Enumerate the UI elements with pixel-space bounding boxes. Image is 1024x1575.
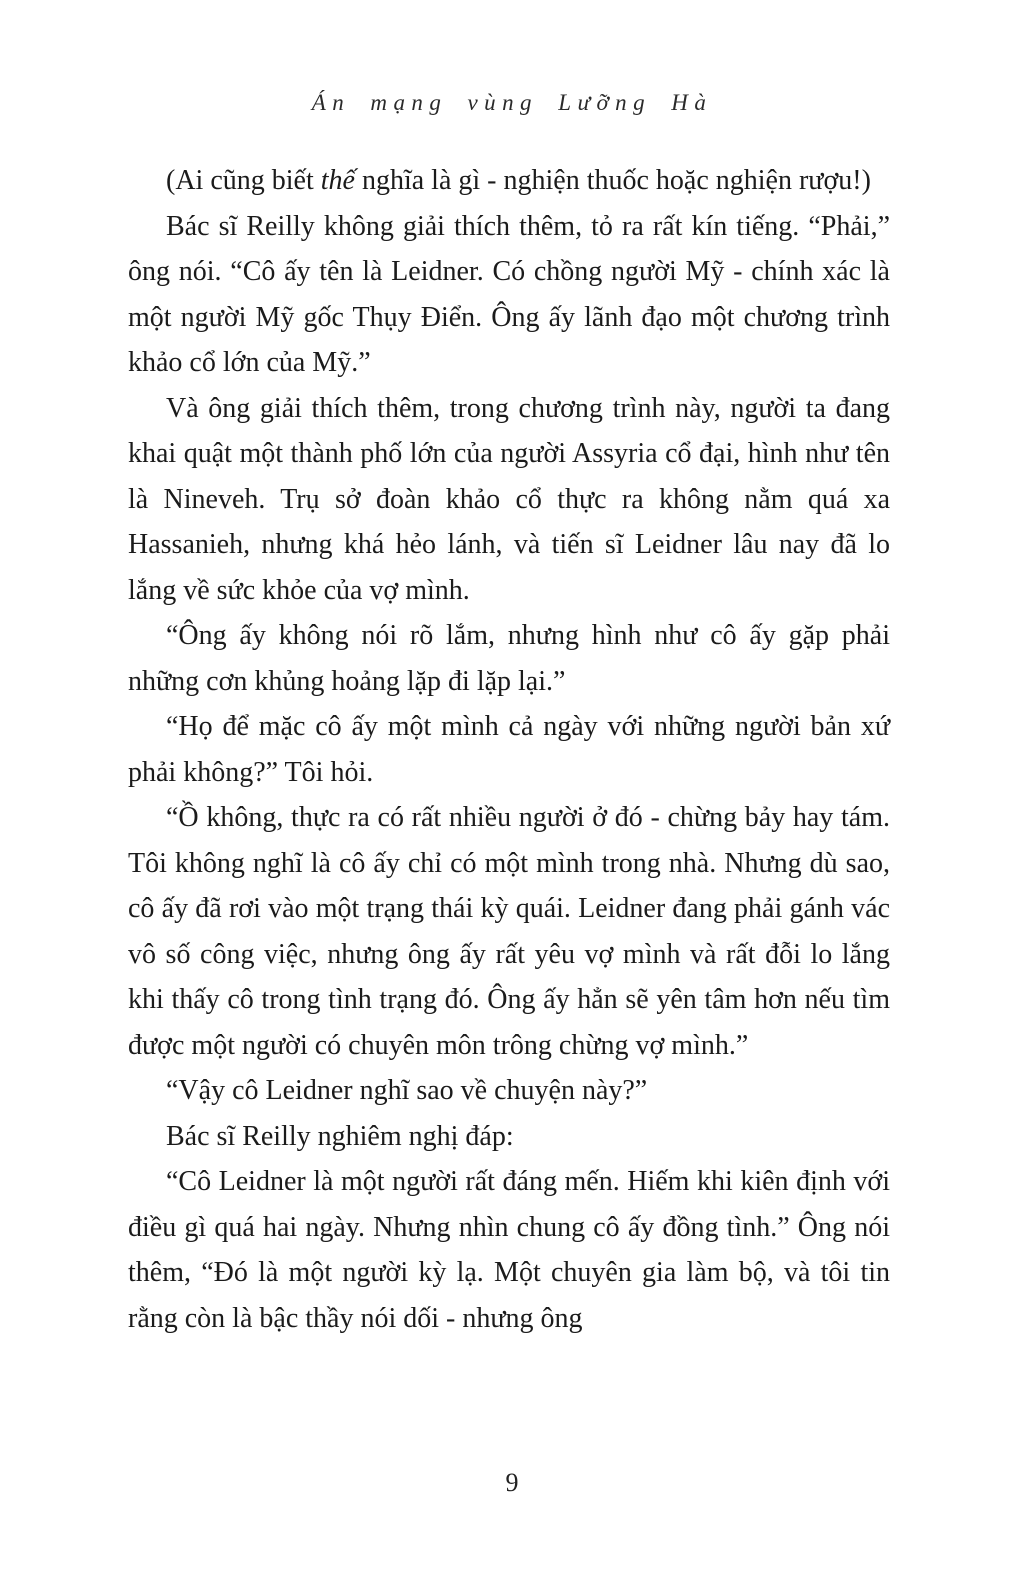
page-number: 9: [505, 1468, 519, 1497]
paragraph: Bác sĩ Reilly nghiêm nghị đáp:: [166, 1120, 514, 1152]
paragraph: Và ông giải thích thêm, trong chương trình này, người ta đang khai quật một thành phố lớn của người Assyria cổ đại, hình như tên là Nineveh. Trụ sở đoàn khảo cổ thực ra không nằm quá xa Hassanieh, nhưng khá hẻo lánh, và tiến sĩ Leidner lâu nay đã lo lắng về sức khỏe của vợ mình.: [128, 392, 890, 606]
paragraph: Bác sĩ Reilly không giải thích thêm, tỏ ra rất kín tiếng. “Phải,” ông nói. “Cô ấy tên là Leidner. Có chồng người Mỹ - chính xác là một người Mỹ gốc Thụy Điển. Ông ấy lãnh đạo một chương trình khảo cổ lớn của Mỹ.”: [128, 210, 890, 378]
paragraph-text: nghĩa là gì - nghiện thuốc hoặc nghiện rượu!): [354, 165, 871, 196]
paragraph: “Vậy cô Leidner nghĩ sao về chuyện này?”: [166, 1075, 648, 1106]
paragraph: “Cô Leidner là một người rất đáng mến. Hiếm khi kiên định với điều gì quá hai ngày. Nhưng nhìn chung cô ấy đồng tình.” Ông nói thêm, “Đó là một người kỳ lạ. Một chuyên gia làm bộ, và tôi tin rằng còn là bậc thầy nói dối - nhưng ông: [128, 1166, 890, 1334]
running-header: Án mạng vùng Lưỡng Hà: [311, 90, 713, 115]
paragraph: “Họ để mặc cô ấy một mình cả ngày với những người bản xứ phải không?” Tôi hỏi.: [128, 711, 890, 788]
body-text: [128, 158, 890, 1341]
paragraph: “Ồ không, thực ra có rất nhiều người ở đó - chừng bảy hay tám. Tôi không nghĩ là cô ấy chỉ có một mình trong nhà. Nhưng dù sao, cô ấy đã rơi vào một trạng thái kỳ quái. Leidner đang phải gánh vác vô số công việc, nhưng ông ấy rất yêu vợ mình và rất đỗi lo lắng khi thấy cô trong tình trạng đó. Ông ấy hẳn sẽ yên tâm hơn nếu tìm được một người có chuyên môn trông chừng vợ mình.”: [128, 802, 890, 1061]
paragraph-italic-text: thế: [320, 165, 355, 196]
paragraph-text: (Ai cũng biết: [166, 165, 321, 196]
paragraph: “Ông ấy không nói rõ lắm, nhưng hình như cô ấy gặp phải những cơn khủng hoảng lặp đi lặp lại.”: [128, 620, 890, 697]
paragraph: [128, 158, 890, 204]
